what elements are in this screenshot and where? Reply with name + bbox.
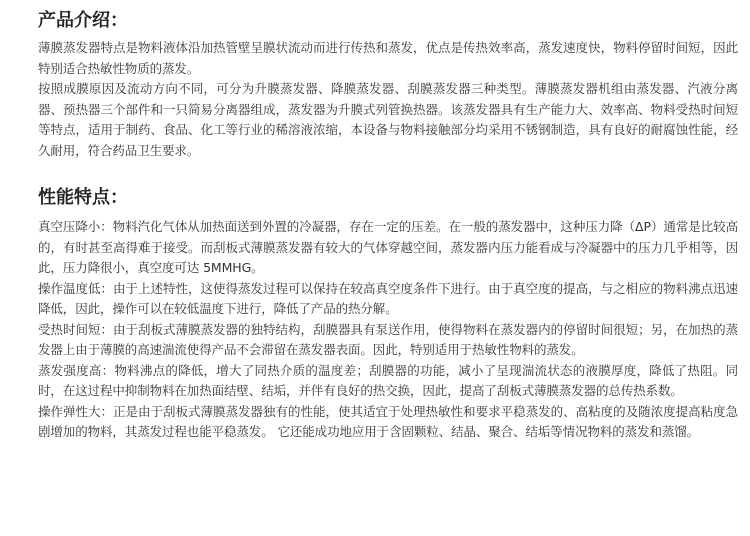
feature-short-heating-time: 受热时间短：由于刮板式薄膜蒸发器的独特结构，刮膜器具有泵送作用，使得物料在蒸发器内的停留时间很短；另，在加热的蒸发器上由于薄膜的高速湍流使得产品不会滞留在蒸发器表面。因此，特别适用于热敏性物料的蒸发。 — [38, 321, 738, 357]
intro-paragraph-1: 薄膜蒸发器特点是物料液体沿加热管壁呈膜状流动而进行传热和蒸发，优点是传热效率高，蒸发速度快，物料停留时间短，因此特别适合热敏性物质的蒸发。 — [38, 40, 738, 76]
intro-section — [38, 10, 738, 161]
features-section — [38, 187, 738, 443]
feature-high-evaporation-intensity: 蒸发强度高：物料沸点的降低，增大了同热介质的温度差；刮膜器的功能，减小了呈现湍流状态的液膜厚度，降低了热阻。同时，在这过程中抑制物料在加热面结壁、结垢，并伴有良好的热交换，因此，提高了刮板式薄膜蒸发器的总传热系数。 — [38, 362, 738, 398]
feature-operating-flexibility: 操作弹性大：正是由于刮板式薄膜蒸发器独有的性能，使其适宜于处理热敏性和要求平稳蒸发的、高粘度的及随浓度提高粘度急剧增加的物料，其蒸发过程也能平稳蒸发。 它还能成功地应用于含固颗粒、结晶、聚合、结垢等情况物料的蒸发和蒸馏。 — [38, 403, 738, 439]
features-title: 性能特点： — [38, 187, 128, 208]
feature-vacuum-pressure-drop: 真空压降小：物料汽化气体从加热面送到外置的冷凝器，存在一定的压差。在一般的蒸发器中，这种压力降（ΔP）通常是比较高的，有时甚至高得难于接受。而刮板式薄膜蒸发器有较大的气体穿越空间，蒸发器内压力能看成与冷凝器中的压力几乎相等，因此，压力降很小，真空度可达 5MMHG。 — [38, 219, 738, 275]
feature-low-temperature: 操作温度低：由于上述特性，这使得蒸发过程可以保持在较高真空度条件下进行。由于真空度的提高，与之相应的物料沸点迅速降低，因此，操作可以在较低温度下进行，降低了产品的热分解。 — [38, 280, 738, 316]
intro-paragraph-2: 按照成膜原因及流动方向不同，可分为升膜蒸发器、降膜蒸发器、刮膜蒸发器三种类型。薄膜蒸发器机组由蒸发器、汽液分离器、预热器三个部件和一只简易分离器组成，蒸发器为升膜式列管换热器。该蒸发器具有生产能力大、效率高、物料受热时间短等特点，适用于制药、食品、化工等行业的稀溶液浓缩，本设备与物料接触部分均采用不锈钢制造，具有良好的耐腐蚀性能，经久耐用，符合药品卫生要求。 — [38, 81, 738, 158]
intro-title: 产品介绍： — [38, 10, 128, 31]
